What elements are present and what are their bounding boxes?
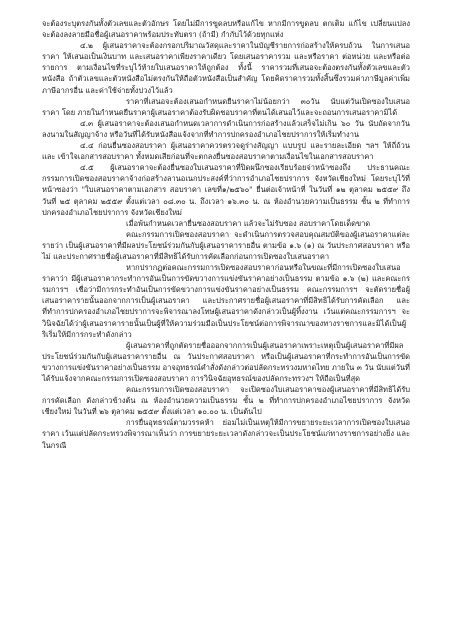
paragraph-late-submission: เมื่อพ้นกำหนดเวลายื่นซองสอบราคา แล้วจะไม่รับซอง สอบราคาโดยเด็ดขาด	[126, 218, 371, 228]
paragraph-price-validity: ราคาที่เสนอจะต้องเสนอกำหนดยืนราคาไม่น้อยกว่า ๓๐วัน นับแต่วันเปิดซองใบเสนอราคา โดย ภายในกำหนดยืนราคาผู้เสนอราคาต้องรับผิดชอบราคาที่ตนได้เสนอไว้และจะถอนการเสนอราคามิได้	[42, 96, 410, 117]
paragraph-appeal-extension: การยื่นอุทธรณ์ตามวรรคห้า ย่อมไม่เป็นเหตุให้มีการขยายระยะเวลาการเปิดซองใบเสนอราคา เว้นแต่ปลัดกระทรวงพิจารณาเห็นว่า การขยายระยะเวลาดังกล่าวจะเป็นประโยชน์แก่ทางราชการอย่างยิ่ง และในกรณี	[42, 418, 410, 450]
paragraph-intro-continuation: จะต้องระบุตรงกันทั้งตัวเลขและตัวอักษร โดยไม่มีการขูดลบหรือแก้ไข หากมีการขูดลบ ตกเติม แก้ไข เปลี่ยนแปลง จะต้องลงลายมือชื่อผู้เสนอราคาพร้อมประทับตรา (ถ้ามี) กำกับไว้ด้วยทุกแห่ง	[42, 19, 410, 40]
paragraph-appeal: ผู้เสนอราคาที่ถูกตัดรายชื่อออกจากการเป็นผู้เสนอราคาเพราะเหตุเป็นผู้เสนอราคาที่มีผลประโยชน์ร่วมกันกับผู้เสนอราคารายอื่น ณ วันประกาศสอบราคา หรือเป็นผู้เสนอราคาที่กระทำการอันเป็นการขัดขวางการแข่งขันราคาอย่างเป็นธรรม อาจอุทธรณ์คำสั่งดังกล่าวต่อปลัดกระทรวงมหาดไทย ภายใน ๓ วัน นับแต่วันที่ได้รับแจ้งจากคณะกรรมการเปิดซองสอบราคา การวินิจฉัยอุทธรณ์ของปลัดกระทรวงฯ ให้ถือเป็นที่สุด	[42, 340, 410, 383]
paragraph-4-5: ๔.๕ ผู้เสนอราคาจะต้องยื่นซองใบเสนอราคาที่ปิดผนึกซองเรียบร้อยจ่าหน้าซองถึง ประธานคณะกรรมการเปิดซองสอบราคาจ้างก่อสร้างลานอเนกประสงค์ที่ว่าการอำเภอไชยปราการ จังหวัดเชียงใหม่ โดยระบุไว้ที่หน้าซองว่า "ใบเสนอราคาตามเอกสาร สอบราคา เลขที่๑/๒๕๖๐" ยื่นต่อเจ้าหน้าที่ ในวันที่ ๑๒ ตุลาคม ๒๕๕๙ ถึง วันที่ ๒๕ ตุลาคม ๒๕๕๙ ตั้งแต่เวลา ๐๘.๓๐ น. ถึงเวลา ๑๖.๓๐ น. ณ ห้องอำนวยความเป็นธรรม ชั้น ๒ ที่ทำการปกครองอำเภอไชยปราการ จังหวัดเชียงใหม่	[42, 163, 410, 217]
paragraph-obstruction: หากปรากฏต่อคณะกรรมการเปิดซองสอบราคาก่อนหรือในขณะที่มีการเปิดซองใบเสนอราคาว่า มีผู้เสนอราคากระทำการอันเป็นการขัดขวางการแข่งขันราคาอย่างเป็นธรรม ตามข้อ ๑.๖ (๒) และคณะกรรมการฯ เชื่อว่ามีการกระทำอันเป็นการขัดขวางการแข่งขันราคาอย่างเป็นธรรม คณะกรรมการฯ จะตัดรายชื่อผู้เสนอราคารายนั้นออกจากการเป็นผู้เสนอราคา และประกาศรายชื่อผู้เสนอราคาที่มีสิทธิได้รับการคัดเลือก และที่ทำการปกครองอำเภอไชยปราการจะพิจารณาลงโทษผู้เสนอราคาดังกล่าวเป็นผู้ทิ้งงาน เว้นแต่คณะกรรมการฯ จะวินิจฉัยได้ว่าผู้เสนอราคารายนั้นเป็นผู้ที่ให้ความร่วมมือเป็นประโยชน์ต่อการพิจารณาของทางราชการและมิได้เป็นผู้ริเริ่มให้มีการกระทำดังกล่าว	[42, 263, 410, 339]
paragraph-opening: คณะกรรมการเปิดซองสอบราคา จะเปิดซองใบเสนอราคาของผู้เสนอราคาที่มีสิทธิได้รับการคัดเลือก ดังกล่าวข้างต้น ณ ห้องอำนวยความเป็นธรรม ชั้น ๒ ที่ทำการปกครองอำเภอไชยปราการ จังหวัดเชียงใหม่ ในวันที่ ๒๖ ตุลาคม ๒๕๕๙ ตั้งแต่เวลา ๑๐.๐๐ น. เป็นต้นไป	[42, 385, 410, 417]
paragraph-committee-check: คณะกรรมการเปิดซองสอบราคา จะดำเนินการตรวจสอบคุณสมบัติของผู้เสนอราคาแต่ละรายว่า เป็นผู้เสนอราคาที่มีผลประโยชน์ร่วมกันกับผู้เสนอราคารายอื่น ตามข้อ ๑.๖ (๑) ณ วันประกาศสอบราคา หรือไม่ และประกาศรายชื่อผู้เสนอราคาที่มีสิทธิได้รับการคัดเลือกก่อนการเปิดซองใบเสนอราคา	[42, 229, 410, 261]
paragraph-4-4: ๔.๔ ก่อนยื่นซองสอบราคา ผู้เสนอราคาควรตรวจดูร่างสัญญา แบบรูป และรายละเอียด ฯลฯ ให้ถี่ถ้วนและ เข้าใจเอกสารสอบราคา ทั้งหมดเสียก่อนที่จะตกลงยื่นซองสอบราคาตามเงื่อนไขในเอกสารสอบราคา	[42, 141, 410, 162]
paragraph-4-3: ๔.๓ ผู้เสนอราคาจะต้องเสนอกำหนดเวลาการดำเนินการก่อสร้างแล้วเสร็จไม่เกิน ๖๐ วัน นับถัดจากวันลงนามในสัญญาจ้าง หรือวันที่ได้รับหนังสือแจ้งจากที่ทำการปกครองอำเภอไชยปราการให้เริ่มทำงาน	[42, 118, 410, 139]
paragraph-4-2: ๔.๒ ผู้เสนอราคาจะต้องกรอกปริมาณวัสดุและราคาในบัญชีรายการก่อสร้างให้ครบถ้วน ในการเสนอราคา ให้เสนอเป็นเงินบาท และเสนอราคาเพียงราคาเดียว โดยเสนอราคารวม และหรือราคา ต่อหน่วย และหรือต่อรายการ ตามเงื่อนไขที่ระบุไว้ท้ายใบเสนอราคาให้ถูกต้อง ทั้งนี้ ราคารวมที่เสนอจะต้องตรงกันทั้งตัวเลขและตัวหนังสือ ถ้าตัวเลขและตัวหนังสือไม่ตรงกันให้ถือตัวหนังสือเป็นสำคัญ โดยคิดราคารวมทั้งสิ้นซึ่งรวมค่าภาษีมูลค่าเพิ่ม ภาษีอากรอื่น และค่าใช้จ่ายทั้งปวงไว้แล้ว	[42, 41, 410, 95]
